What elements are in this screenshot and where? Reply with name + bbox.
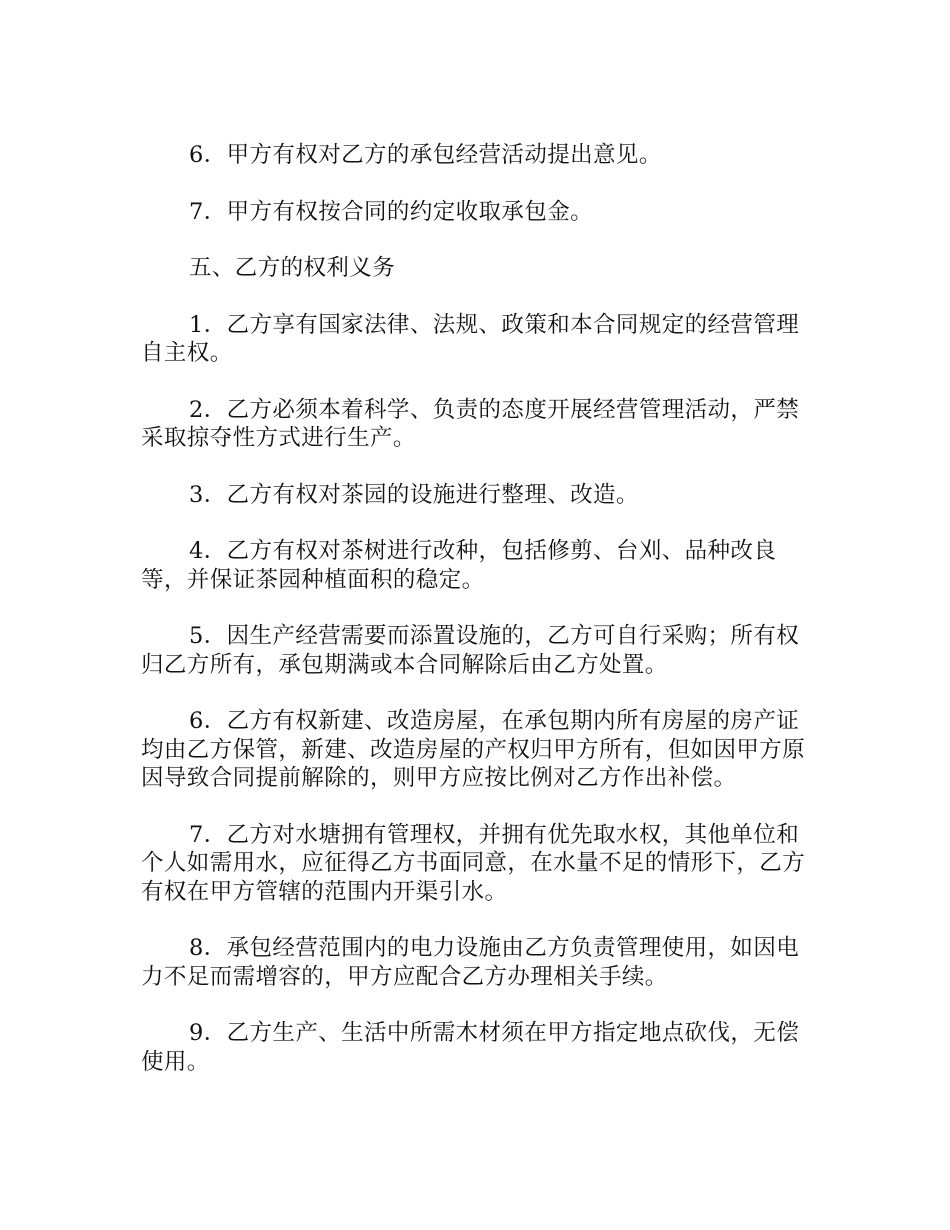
paragraph-party-b-5: 5．因生产经营需要而添置设施的，乙方可自行采购；所有权归乙方所有，承包期满或本合同解除后由乙方处置。 (141, 623, 800, 678)
paragraph-party-b-7: 7．乙方对水塘拥有管理权，并拥有优先取水权，其他单位和个人如需用水，应征得乙方书面同意，在水量不足的情形下，乙方有权在甲方管辖的范围内开渠引水。 (141, 821, 806, 905)
document-body (141, 141, 816, 1104)
paragraph-party-b-1: 1．乙方享有国家法律、法规、政策和本合同规定的经营管理自主权。 (141, 311, 800, 366)
section-heading-party-b: 五、乙方的权利义务 (189, 255, 396, 281)
paragraph-party-b-3: 3．乙方有权对茶园的设施进行整理、改造。 (189, 481, 639, 508)
paragraph-party-b-4: 4．乙方有权对茶树进行改种，包括修剪、台刈、品种改良等，并保证茶园种植面积的稳定。 (141, 538, 777, 593)
paragraph-party-b-2: 2．乙方必须本着科学、负责的态度开展经营管理活动，严禁采取掠夺性方式进行生产。 (141, 396, 800, 451)
paragraph-party-b-8: 8．承包经营范围内的电力设施由乙方负责管理使用，如因电力不足而需增容的，甲方应配合乙方办理相关手续。 (141, 935, 800, 990)
paragraph-owner-right-7: 7．甲方有权按合同的约定收取承包金。 (189, 198, 594, 225)
paragraph-party-b-6: 6．乙方有权新建、改造房屋，在承包期内所有房屋的房产证均由乙方保管，新建、改造房屋的产权归甲方所有，但如因甲方原因导致合同提前解除的，则甲方应按比例对乙方作出补偿。 (141, 708, 806, 791)
paragraph-owner-right-6: 6．甲方有权对乙方的承包经营活动提出意见。 (189, 142, 662, 168)
paragraph-party-b-9: 9．乙方生产、生活中所需木材须在甲方指定地点砍伐，无偿使用。 (141, 1020, 800, 1075)
